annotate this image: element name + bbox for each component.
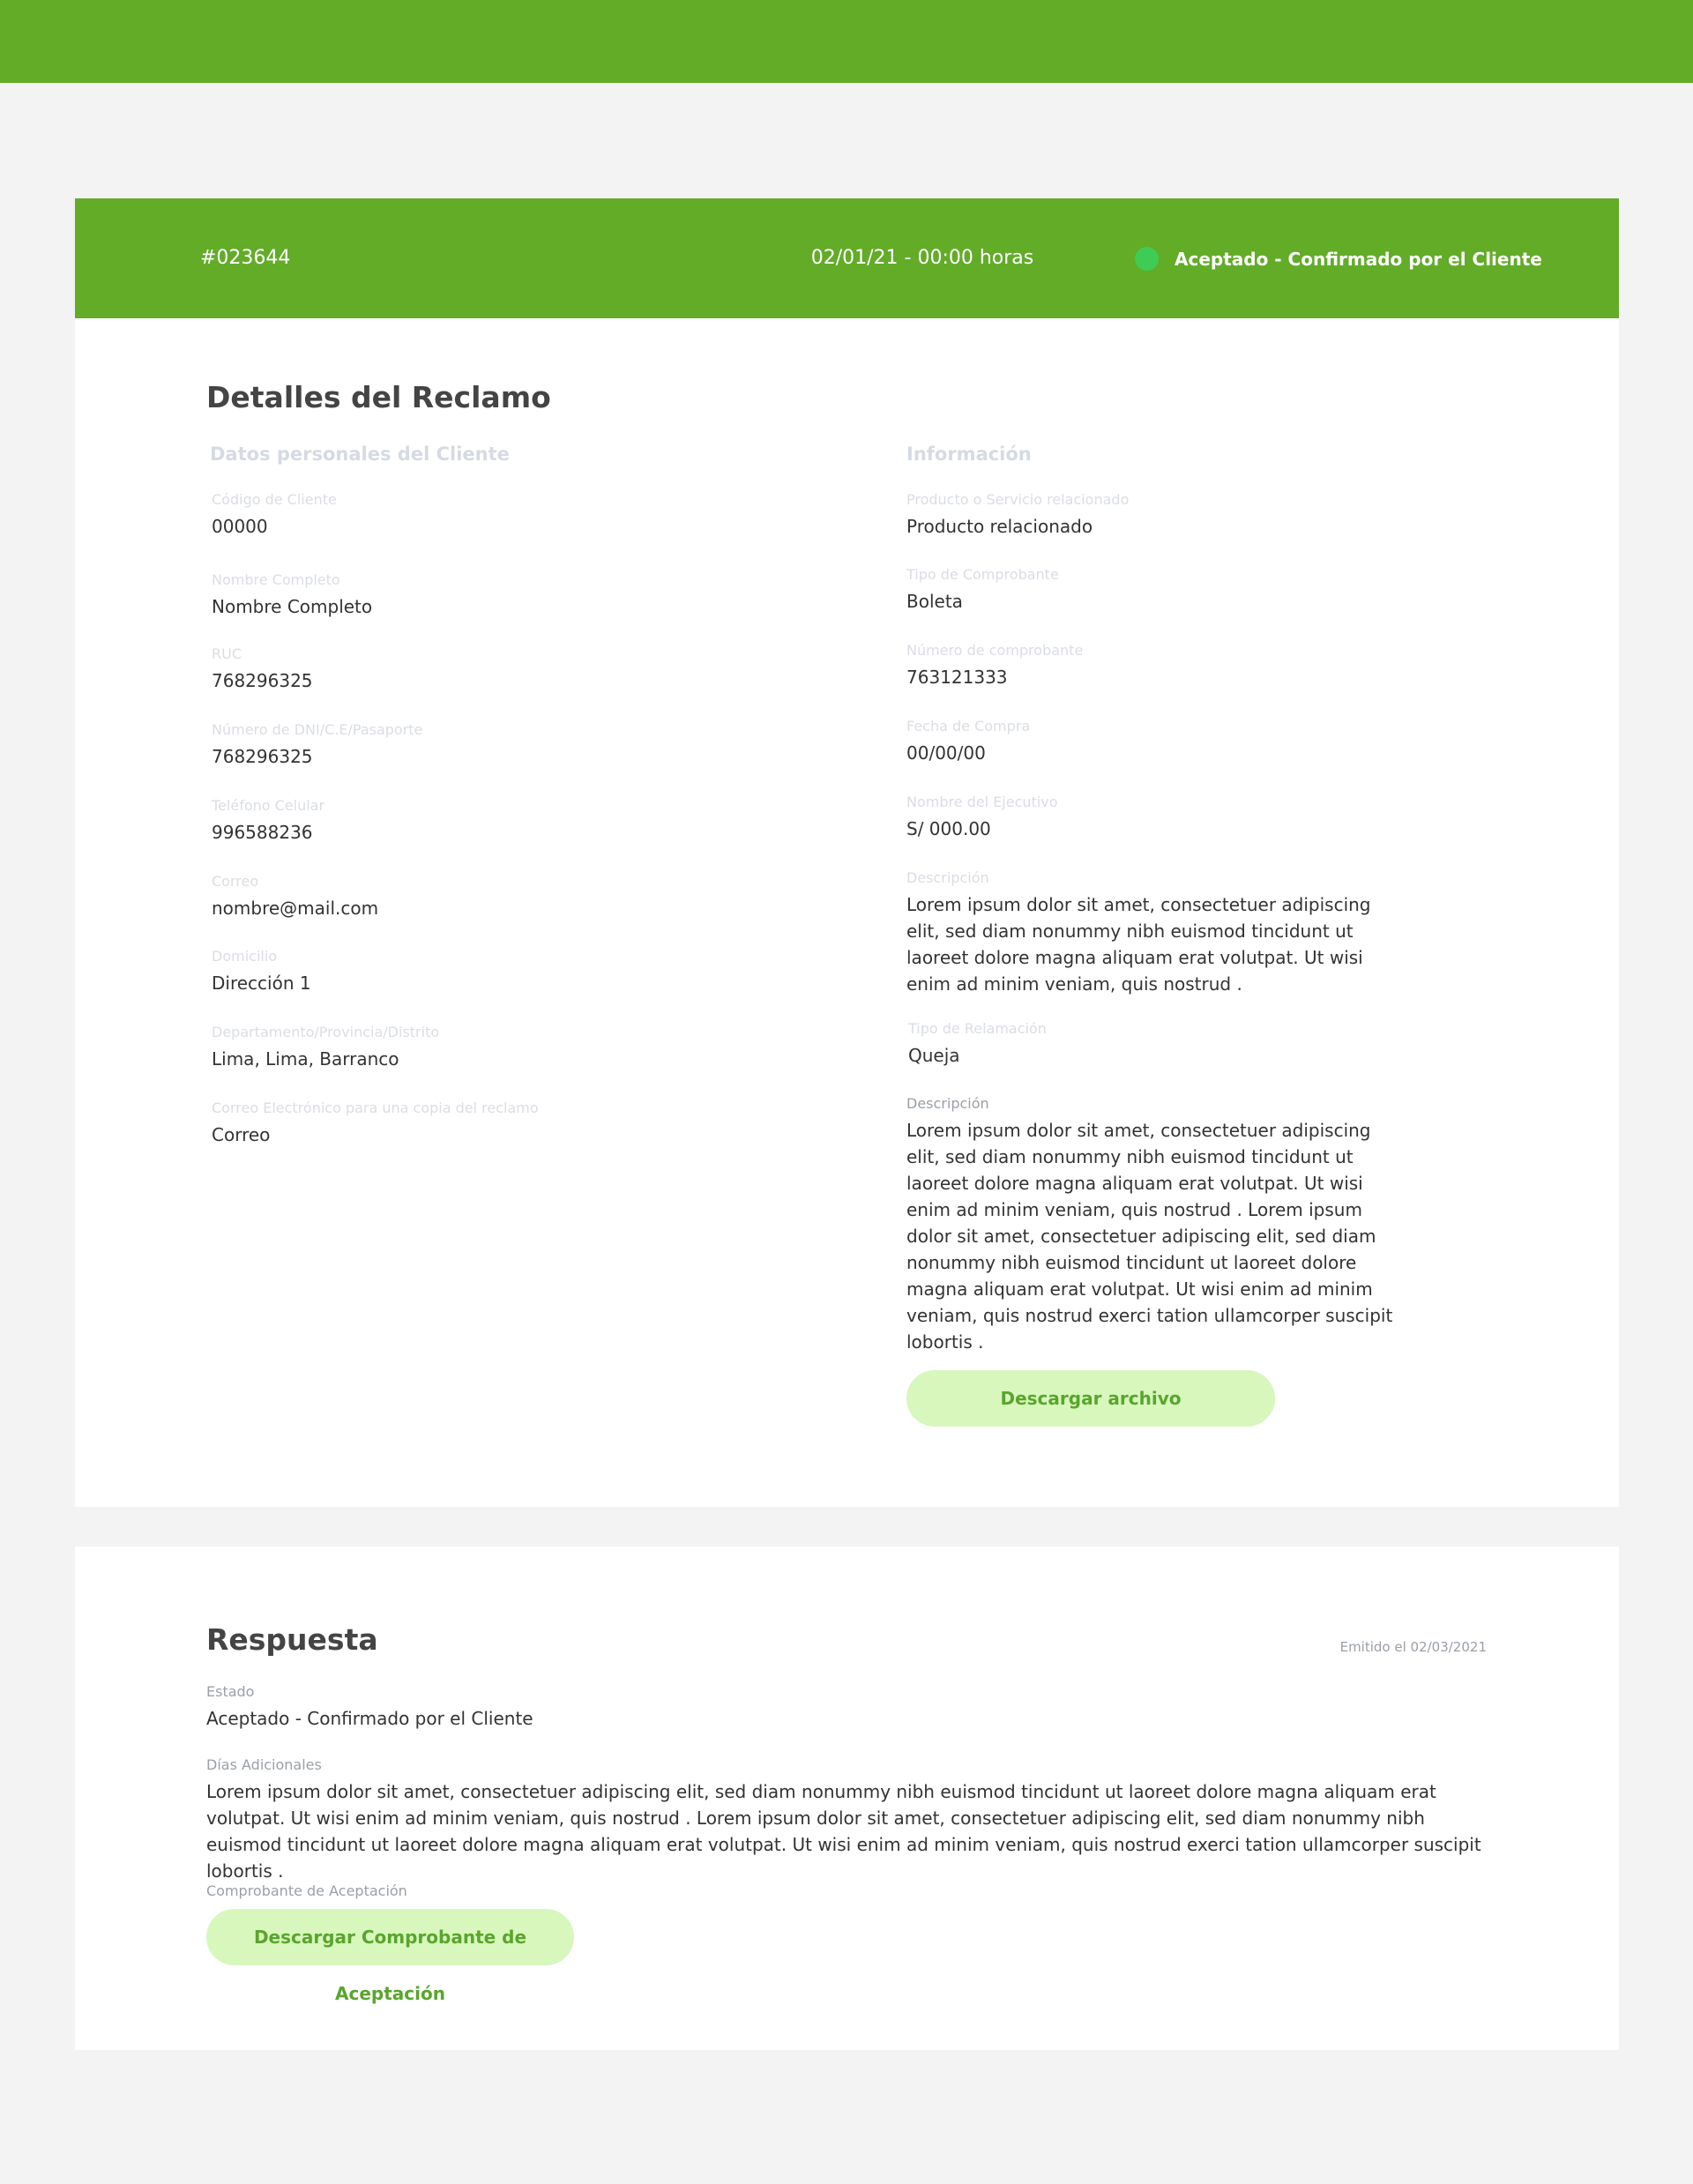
- field-label: Correo Electrónico para una copia del reclamo: [212, 1099, 539, 1116]
- field-label: Nombre Completo: [212, 571, 340, 588]
- field-value: Aceptado - Confirmado por el Cliente: [206, 1708, 533, 1729]
- field-value: 768296325: [212, 670, 313, 691]
- field-purchase-date: [906, 718, 1030, 766]
- field-label: Tipo de Relamación: [908, 1020, 1047, 1037]
- field-value: Dirección 1: [212, 973, 311, 994]
- field-mobile-phone: [212, 797, 324, 846]
- claim-details-card: [75, 318, 1619, 1507]
- download-file-button[interactable]: Descargar archivo: [906, 1370, 1275, 1427]
- field-label: Comprobante de Aceptación: [206, 1882, 407, 1899]
- field-value: Lorem ipsum dolor sit amet, consectetuer adipiscing elit, sed diam nonummy nibh euismod tincidunt ut laoreet dolore magna aliquam erat volutpat. Ut wisi enim ad minim veniam, quis nostrud . Lorem ipsum dolor sit amet, consectetuer adipiscing elit, sed diam nonummy nibh euismod tincidunt ut laoreet dolore magna aliquam erat volutpat. Ut wisi enim ad minim veniam, quis nostrud exerci tation ullamcorper suscipit lobortis .: [206, 1781, 1481, 1882]
- field-additional-days: [206, 1756, 1503, 1884]
- field-value: 996588236: [212, 822, 313, 843]
- field-full-name: [212, 571, 372, 620]
- field-value: 763121333: [906, 667, 1008, 688]
- claim-code: #023644: [200, 247, 291, 269]
- field-document-number: [212, 721, 422, 770]
- field-label: Código de Cliente: [212, 491, 337, 508]
- field-label: Tipo de Comprobante: [906, 566, 1059, 583]
- field-value: Nombre Completo: [212, 596, 373, 617]
- field-label: Departamento/Provincia/Distrito: [212, 1024, 440, 1040]
- field-related-product: [906, 491, 1129, 540]
- response-title: Respuesta: [206, 1622, 378, 1657]
- field-value: 00/00/00: [906, 742, 986, 764]
- field-label: Descripción: [906, 1095, 989, 1112]
- field-status: [206, 1683, 533, 1732]
- field-claim-type: [908, 1020, 1047, 1069]
- field-value: Correo: [212, 1124, 271, 1145]
- field-location: [212, 1024, 439, 1072]
- field-claim-description: [906, 1095, 1400, 1355]
- field-value: nombre@mail.com: [212, 898, 379, 919]
- field-acceptance-voucher: [206, 1882, 407, 1900]
- claim-status: [1135, 247, 1542, 271]
- personal-data-heading: Datos personales del Cliente: [210, 444, 510, 465]
- claim-header: [75, 198, 1619, 318]
- claim-status-text: Aceptado - Confirmado por el Cliente: [1175, 248, 1542, 270]
- field-value: Queja: [908, 1045, 960, 1066]
- field-voucher-number: [906, 642, 1083, 690]
- field-email: [212, 873, 378, 921]
- status-dot-icon: [1135, 247, 1159, 271]
- field-label: Domicilio: [212, 948, 278, 965]
- field-label: Descripción: [906, 869, 989, 886]
- field-label: Número de DNI/C.E/Pasaporte: [212, 721, 423, 738]
- emitted-date: Emitido el 02/03/2021: [1339, 1639, 1487, 1655]
- field-value: Lorem ipsum dolor sit amet, consectetuer adipiscing elit, sed diam nonummy nibh euismod tincidunt ut laoreet dolore magna aliquam erat volutpat. Ut wisi enim ad minim veniam, quis nostrud .: [906, 894, 1371, 995]
- field-executive-name: [906, 794, 1058, 842]
- information-heading: Información: [906, 444, 1032, 465]
- field-value: Lima, Lima, Barranco: [212, 1048, 399, 1070]
- field-label: Fecha de Compra: [906, 718, 1031, 734]
- field-label: Nombre del Ejecutivo: [906, 794, 1058, 810]
- field-label: RUC: [212, 645, 242, 662]
- details-title: Detalles del Reclamo: [206, 380, 551, 414]
- response-card: [75, 1547, 1619, 2050]
- field-value: 768296325: [212, 746, 313, 767]
- field-voucher-type: [906, 566, 1059, 615]
- download-voucher-button[interactable]: Descargar Comprobante de Aceptación: [206, 1909, 574, 1965]
- field-value: Boleta: [906, 591, 963, 612]
- field-label: Correo: [212, 873, 259, 890]
- field-description: [906, 869, 1400, 997]
- field-copy-email: [212, 1099, 539, 1148]
- field-label: Días Adicionales: [206, 1756, 322, 1773]
- field-value: Lorem ipsum dolor sit amet, consectetuer adipiscing elit, sed diam nonummy nibh euismod tincidunt ut laoreet dolore magna aliquam erat volutpat. Ut wisi enim ad minim veniam, quis nostrud . Lorem ipsum dolor sit amet, consectetuer adipiscing elit, sed diam nonummy nibh euismod tincidunt ut laoreet dolore magna aliquam erat volutpat. Ut wisi enim ad minim veniam, quis nostrud exerci tation ullamcorper suscipit lobortis .: [906, 1120, 1393, 1353]
- field-label: Estado: [206, 1683, 255, 1700]
- claim-datetime: 02/01/21 - 00:00 horas: [810, 247, 1034, 269]
- field-address: [212, 948, 311, 996]
- field-value: Producto relacionado: [906, 516, 1093, 537]
- field-label: Teléfono Celular: [212, 797, 325, 814]
- top-navigation-bar: [0, 0, 1693, 83]
- field-value: S/ 000.00: [906, 818, 991, 839]
- field-label: Número de comprobante: [906, 642, 1084, 659]
- field-ruc: [212, 645, 313, 694]
- field-value: 00000: [212, 516, 268, 537]
- field-client-code: [212, 491, 337, 540]
- field-label: Producto o Servicio relacionado: [906, 491, 1130, 508]
